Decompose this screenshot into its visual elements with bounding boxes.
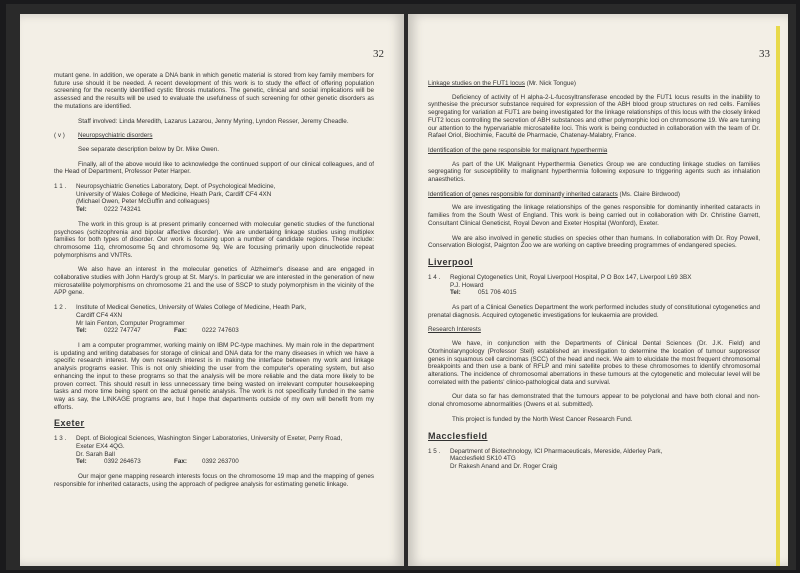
left-page-content xyxy=(54,72,374,496)
subsection-title: Identification of the gene responsible for malignant hyperthermia xyxy=(428,146,608,154)
address-line: Dept. of Biological Sciences, Washington Singer Laboratories, University of Exeter, Perry Road, xyxy=(76,435,343,443)
entry-address xyxy=(450,274,760,297)
paragraph: See separate description below by Dr. Mike Owen. xyxy=(78,145,220,153)
section-heading-liverpool: Liverpool xyxy=(428,256,474,267)
directory-entry xyxy=(54,183,374,214)
entry-number: 1 4 . xyxy=(428,273,441,281)
directory-entry xyxy=(54,435,374,466)
subsection-heading xyxy=(428,191,760,199)
fax-label: Fax: xyxy=(174,327,187,335)
tel-number: 051 706 4015 xyxy=(478,289,517,297)
paragraph: We also have an interest in the molecular genetics of Alzheimer's disease and are engaged in collaborative studies with John Hardy's group at St. Mary's. In particular we are interested in the generation of new microsatellite polymorphisms on chromosome 21 and the use of SSCP to study polymorphism in the vicinity of the APP gene. xyxy=(54,266,374,297)
paragraph: We are also involved in genetic studies on species other than humans. In collaboration with Dr. Roy Powell, Conservation Biologist, Paignton Zoo we are working on captive breeding programmes of endangered species. xyxy=(428,234,760,250)
tel-number: 0392 264673 xyxy=(104,458,141,466)
book-spread xyxy=(6,4,796,570)
address-line: Dr Rakesh Anand and Dr. Roger Craig xyxy=(450,462,558,470)
paragraph: Our major gene mapping research interests focus on the chromosome 19 map and the mapping of genes responsible for inherited cataracts, using the approach of pedigree analysis for estimating genetic linkage. xyxy=(54,473,374,488)
address-line: Institute of Medical Genetics, University of Wales College of Medicine, Heath Park, xyxy=(76,304,307,312)
address-line: Neuropsychiatric Genetics Laboratory, Dept. of Psychological Medicine, xyxy=(76,183,276,191)
subsection-heading xyxy=(428,80,760,88)
address-line: Macclesfield SK10 4TG xyxy=(450,455,516,463)
fax-label: Fax: xyxy=(174,458,187,466)
address-line: (Michael Owen, Peter McGuffin and colleagues) xyxy=(76,198,210,206)
directory-entry xyxy=(428,274,760,297)
contact-line xyxy=(76,458,374,466)
paragraph: As part of a Clinical Genetics Department the work performed includes study of constitutional cytogenetics and prenatal diagnosis. Acquired cytogenetic investigations for leukaemia are provided. xyxy=(428,304,760,319)
paragraph: We are investigating the linkage relationships of the genes responsible for dominantly inherited cataracts in families from the South West of England. This work is being carried out in collaboration with Dr. Christine Garrett, Consultant Clinical Geneticist, Royal Devon and Exeter Hospital (Wonford), Exeter. xyxy=(428,204,760,227)
tel-label: Tel: xyxy=(76,458,87,466)
fax-number: 0222 747603 xyxy=(202,327,239,335)
paragraph: Deficiency of activity of H alpha-2-L-fucosyltransferase encoded by the FUT1 locus results in the inability to synthesise the precursor substance required for expression of the ABH blood group structures on red cells. Families segregating for variation at FUT1 are being investigated for the linkage relationships of this locus with the closely linked FUT2 locus controlling the secretion of ABH substances and other polymorphic loci on chromosome 19. We are turning our attention to the hypervariable microsatellite loci. This work is being conducted in collaboration with the team of Dr. Rafael Oriol, Biochimie, Faculté de Pharmacie, Chatenay-Malabry, France. xyxy=(428,93,760,140)
tel-label: Tel: xyxy=(76,206,87,214)
contact-line xyxy=(76,206,374,214)
entry-address xyxy=(76,304,374,335)
paragraph: Our data so far has demonstrated that the tumours appear to be polyclonal and have both clonal and non-clonal chromosome abnormalities (Owens et al. submitted). xyxy=(428,393,760,409)
entry-number: 1 5 . xyxy=(428,447,441,455)
right-page-content xyxy=(428,80,760,478)
address-line: Mr Iain Fenton, Computer Programmer xyxy=(76,319,185,327)
paragraph: Finally, all of the above would like to acknowledge the continued support of our clinical colleagues, and of the Head of Department, Professor Peter Harper. xyxy=(54,160,374,176)
paragraph: As part of the UK Malignant Hyperthermia Genetics Group we are conducting linkage studies on families segregating for susceptibility to malignant hyperthermia following exposure to triggering agents such as inhalation anaesthetics. xyxy=(428,160,760,184)
section-heading-exeter: Exeter xyxy=(54,418,85,429)
section-heading-macclesfield: Macclesfield xyxy=(428,430,488,441)
address-line: P.J. Howard xyxy=(450,281,484,289)
page-edge-strip xyxy=(776,26,780,566)
entry-number: 1 1 . xyxy=(54,183,67,191)
subsection-person: (Mr. Nick Tongue) xyxy=(526,80,576,87)
contact-line xyxy=(76,327,374,335)
address-line: Regional Cytogenetics Unit, Royal Liverpool Hospital, P O Box 147, Liverpool L69 3BX xyxy=(450,273,692,281)
subsection-number: ( v ) xyxy=(54,132,65,140)
directory-entry xyxy=(54,304,374,335)
address-line: Cardiff CF4 4XN xyxy=(76,311,123,319)
contact-line xyxy=(450,289,760,297)
page-number: 32 xyxy=(373,48,384,60)
tel-label: Tel: xyxy=(76,327,87,335)
left-page xyxy=(20,14,404,566)
entry-address xyxy=(76,183,374,214)
entry-number: 1 3 . xyxy=(54,435,67,443)
entry-number: 1 2 . xyxy=(54,304,67,312)
subsection-title: Linkage studies on the FUT1 locus xyxy=(428,80,525,87)
subsection-person: (Ms. Claire Birdwood) xyxy=(619,190,681,198)
paragraph: The work in this group is at present primarily concerned with molecular genetic studies of the functional psychoses (schizophrenia and bipolar affective disorder). We are undertaking linkage studies using multiplex families for both types of disorder. Our work is focusing upon a number of candidate regions. These include: chromosome 11q, chromosome 5q and chromosome 9q. We are focusing primarily upon dinucleotide repeat polymorphisms and VNTRs. xyxy=(54,220,374,259)
subsection-title: Research Interests xyxy=(428,326,481,334)
paragraph: This project is funded by the North West Cancer Research Fund. xyxy=(452,415,633,423)
paragraph: I am a computer programmer, working mainly on IBM PC-type machines. My main role in the department is updating and writing databases for storage of clinical and DNA data for the many diseases in which we have a specific research interest. My own research interest is in making the interface between my work and linkage analysis programs easier. This is not only shielding the user from the computer's operating system, but also enhancing the input to these programs so that the analysis will be more reliable and the data more likely to be proven correct. This should result in less unnecessary time being wasted on irrelevant computer housekeeping tasks and more time being spent on the actual genetic analysis. The work is not specifically funded in the same way as say, the LINKAGE programs are, but I hope that departments outside of my own will benefit from my efforts. xyxy=(54,341,374,411)
entry-address xyxy=(450,448,760,471)
right-page xyxy=(408,14,788,566)
address-line: Exeter EX4 4QG. xyxy=(76,443,125,451)
staff-involved: Staff involved: Linda Meredith, Lazarus Lazarou, Jenny Myring, Lyndon Resser, Jeremy Cheadle. xyxy=(78,117,349,125)
subsection-heading xyxy=(54,132,374,140)
subsection-title: Identification of genes responsible for dominantly inherited cataracts xyxy=(428,190,618,198)
entry-address xyxy=(76,435,374,466)
address-line: Dr. Sarah Ball xyxy=(76,450,115,458)
tel-number: 0222 747747 xyxy=(104,327,141,335)
paragraph: We have, in conjunction with the Departments of Clinical Dental Sciences (Dr. J.K. Field) and Otorhinolaryngology (Professor Stell) established an investigation to determine the location of tumour suppressor genes in squamous cell carcinomas (SCC) of the head and neck. We aim to elucidate the most frequent chromosomal breakpoints and then use a bank of RFLP and mini satellite probes to these chromosomes to identify chromosomal alterations. The incidence of chromosomal aberrations in these tumours at the cytogenetic and molecular level will be correlated with the patients' clinico-pathological data and survival. xyxy=(428,340,760,386)
directory-entry xyxy=(428,448,760,471)
subsection-heading xyxy=(428,326,760,334)
tel-label: Tel: xyxy=(450,289,461,297)
tel-number: 0222 743241 xyxy=(104,206,141,214)
page-number: 33 xyxy=(759,48,770,60)
address-line: Department of Biotechnology, ICI Pharmaceuticals, Mereside, Alderley Park, xyxy=(450,447,663,455)
subsection-title: Neuropsychiatric disorders xyxy=(78,132,153,140)
paragraph: mutant gene. In addition, we operate a DNA bank in which genetic material is stored from key family members for future use should it be needed. A recent development of this work is to study the effect of offering population screening for the recently identified cystic fibrosis mutations. The genetic, clinical and social implications will be assessed and the results will be used to evaluate the usefulness of such screening for other genetic disorders as the mutations are identified. xyxy=(54,72,374,110)
subsection-heading xyxy=(428,147,760,155)
address-line: University of Wales College of Medicine, Heath Park, Cardiff CF4 4XN xyxy=(76,190,272,198)
fax-number: 0392 263700 xyxy=(202,458,239,466)
